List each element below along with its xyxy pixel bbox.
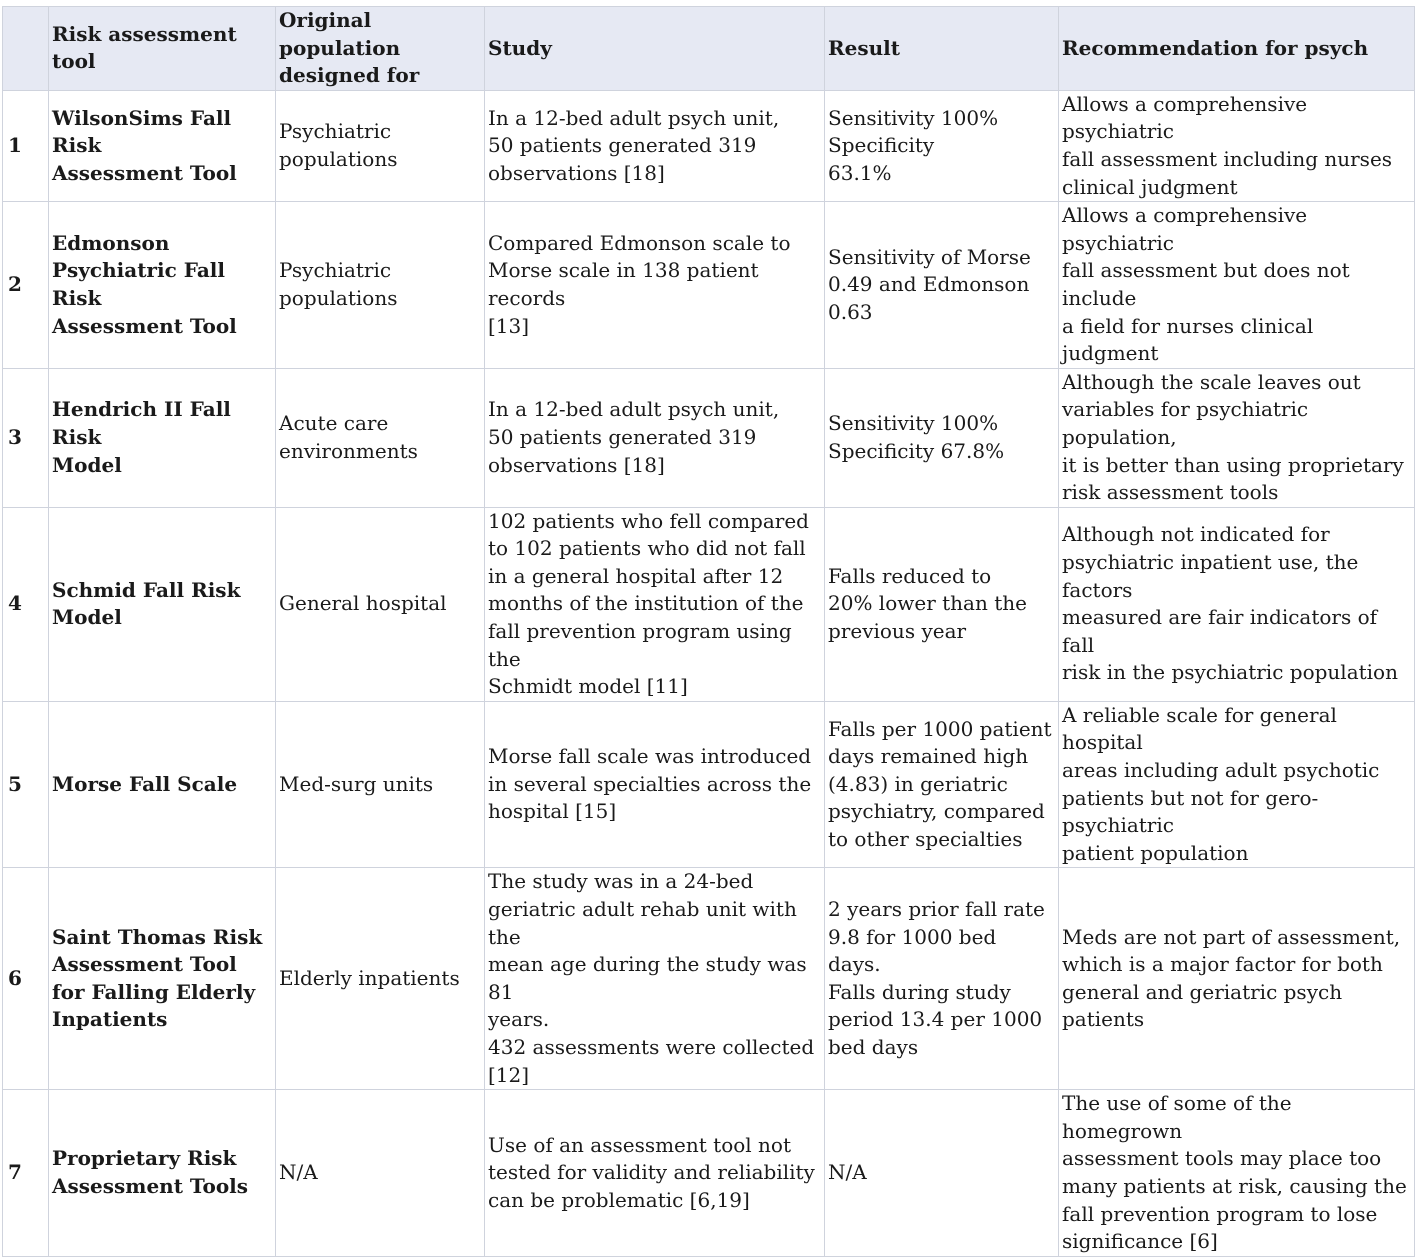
tool-name: Morse Fall Scale bbox=[49, 701, 276, 868]
population-cell: N/A bbox=[276, 1090, 485, 1257]
result-cell: 2 years prior fall rate 9.8 for 1000 bed days. Falls during study period 13.4 per 1000 bed days bbox=[825, 868, 1059, 1090]
tool-name: Hendrich II Fall Risk Model bbox=[49, 368, 276, 507]
study-cell: 102 patients who fell compared to 102 patients who did not fall in a general hospital after 12 months of the institution of the fall prevention program using the Schmidt model [11] bbox=[485, 507, 825, 701]
recommendation-cell: The use of some of the homegrown assessment tools may place too many patients at risk, causing the fall prevention program to lose significance [6] bbox=[1059, 1090, 1415, 1257]
row-number: 4 bbox=[3, 507, 49, 701]
population-cell: Elderly inpatients bbox=[276, 868, 485, 1090]
recommendation-cell: A reliable scale for general hospital areas including adult psychotic patients but not for gero-psychiatric patient population bbox=[1059, 701, 1415, 868]
table-row bbox=[3, 1090, 1415, 1257]
row-number: 2 bbox=[3, 202, 49, 369]
result-cell: Sensitivity of Morse 0.49 and Edmonson 0.63 bbox=[825, 202, 1059, 369]
table-row bbox=[3, 868, 1415, 1090]
recommendation-cell: Allows a comprehensive psychiatric fall assessment but does not include a field for nurses clinical judgment bbox=[1059, 202, 1415, 369]
tool-name: Edmonson Psychiatric Fall Risk Assessment Tool bbox=[49, 202, 276, 369]
result-cell: N/A bbox=[825, 1090, 1059, 1257]
tool-name: WilsonSims Fall Risk Assessment Tool bbox=[49, 90, 276, 201]
tool-name: Saint Thomas Risk Assessment Tool for Falling Elderly Inpatients bbox=[49, 868, 276, 1090]
header-row bbox=[3, 7, 1415, 91]
recommendation-cell: Allows a comprehensive psychiatric fall assessment including nurses clinical judgment bbox=[1059, 90, 1415, 201]
study-cell: In a 12-bed adult psych unit, 50 patients generated 319 observations [18] bbox=[485, 368, 825, 507]
result-cell: Falls reduced to 20% lower than the previous year bbox=[825, 507, 1059, 701]
population-cell: Psychiatric populations bbox=[276, 202, 485, 369]
result-cell: Sensitivity 100% Specificity 67.8% bbox=[825, 368, 1059, 507]
header-number bbox=[3, 7, 49, 91]
table-header bbox=[3, 7, 1415, 91]
table-row bbox=[3, 368, 1415, 507]
table-body bbox=[3, 90, 1415, 1256]
recommendation-cell: Although the scale leaves out variables for psychiatric population, it is better than using proprietary risk assessment tools bbox=[1059, 368, 1415, 507]
recommendation-cell: Although not indicated for psychiatric inpatient use, the factors measured are fair indicators of fall risk in the psychiatric population bbox=[1059, 507, 1415, 701]
tool-name: Schmid Fall Risk Model bbox=[49, 507, 276, 701]
study-cell: Compared Edmonson scale to Morse scale in 138 patient records [13] bbox=[485, 202, 825, 369]
row-number: 6 bbox=[3, 868, 49, 1090]
population-cell: Psychiatric populations bbox=[276, 90, 485, 201]
header-result: Result bbox=[825, 7, 1059, 91]
population-cell: Acute care environments bbox=[276, 368, 485, 507]
row-number: 7 bbox=[3, 1090, 49, 1257]
study-cell: In a 12-bed adult psych unit, 50 patients generated 319 observations [18] bbox=[485, 90, 825, 201]
header-population: Original population designed for bbox=[276, 7, 485, 91]
row-number: 1 bbox=[3, 90, 49, 201]
header-tool: Risk assessment tool bbox=[49, 7, 276, 91]
result-cell: Falls per 1000 patient days remained high (4.83) in geriatric psychiatry, compared to other specialties bbox=[825, 701, 1059, 868]
table-row bbox=[3, 90, 1415, 201]
table-row bbox=[3, 507, 1415, 701]
study-cell: The study was in a 24-bed geriatric adult rehab unit with the mean age during the study was 81 years. 432 assessments were collected [12] bbox=[485, 868, 825, 1090]
table-row bbox=[3, 701, 1415, 868]
header-recommendation: Recommendation for psych bbox=[1059, 7, 1415, 91]
risk-assessment-table bbox=[2, 6, 1415, 1257]
header-study: Study bbox=[485, 7, 825, 91]
population-cell: General hospital bbox=[276, 507, 485, 701]
tool-name: Proprietary Risk Assessment Tools bbox=[49, 1090, 276, 1257]
result-cell: Sensitivity 100% Specificity 63.1% bbox=[825, 90, 1059, 201]
study-cell: Morse fall scale was introduced in several specialties across the hospital [15] bbox=[485, 701, 825, 868]
recommendation-cell: Meds are not part of assessment, which is a major factor for both general and geriatric psych patients bbox=[1059, 868, 1415, 1090]
study-cell: Use of an assessment tool not tested for validity and reliability can be problematic [6,19] bbox=[485, 1090, 825, 1257]
row-number: 5 bbox=[3, 701, 49, 868]
row-number: 3 bbox=[3, 368, 49, 507]
population-cell: Med-surg units bbox=[276, 701, 485, 868]
table-row bbox=[3, 202, 1415, 369]
